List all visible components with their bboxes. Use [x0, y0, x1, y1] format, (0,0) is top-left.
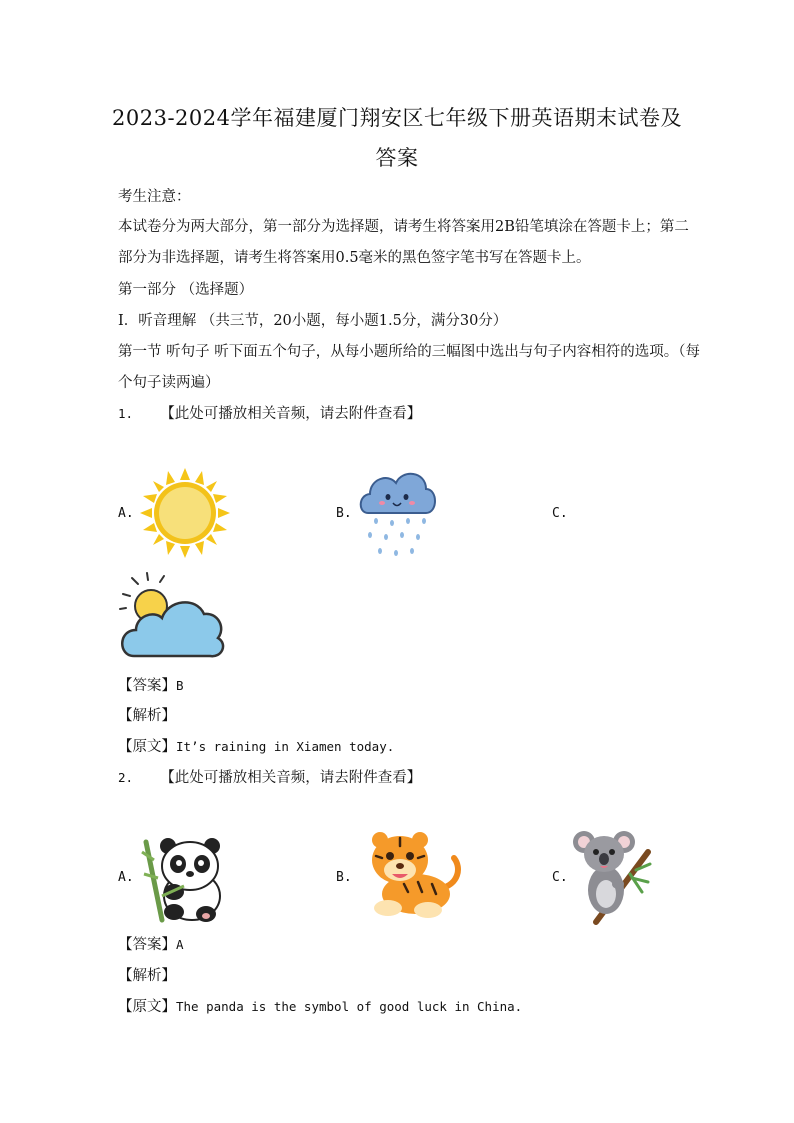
question-2-header: [118, 768, 421, 788]
partly-cloudy-icon[interactable]: [118, 572, 228, 662]
answer-label: 【答案】: [118, 937, 176, 953]
analysis-2: 【解析】: [118, 968, 176, 984]
answer-value: B: [176, 678, 184, 693]
instruction-line1: 第一节 听句子 听下面五个句子，从每小题所给的三幅图中选出与句子内容相符的选项。（每: [118, 344, 700, 360]
section-heading: Ⅰ．听音理解 （共三节，20小题，每小题1.5分，满分30分）: [118, 313, 508, 329]
question-number: 2.: [118, 770, 134, 785]
analysis-1: 【解析】: [118, 708, 176, 724]
option-c-label: C.: [552, 870, 568, 885]
original-2: [118, 997, 522, 1017]
instruction-line2: 个句子读两遍）: [118, 375, 220, 391]
notice-text-line1: 本试卷分为两大部分，第一部分为选择题，请考生将答案用2B铅笔填涂在答题卡上；第二: [118, 219, 689, 235]
option-a-label: A.: [118, 870, 134, 885]
option-b-label: B.: [336, 870, 352, 885]
answer-1: [118, 676, 184, 696]
document-title-line2: 答案: [375, 146, 419, 170]
original-1: [118, 737, 394, 757]
answer-value: A: [176, 937, 184, 952]
panda-icon[interactable]: [140, 830, 230, 925]
koala-icon[interactable]: [572, 826, 654, 926]
question-1-header: [118, 404, 421, 424]
answer-label: 【答案】: [118, 678, 176, 694]
notice-heading: 考生注意：: [118, 189, 191, 205]
original-text: It’s raining in Xiamen today.: [176, 739, 395, 754]
original-label: 【原文】: [118, 999, 176, 1015]
answer-2: [118, 935, 184, 955]
option-a-label: A.: [118, 506, 134, 521]
part-heading: 第一部分 （选择题）: [118, 282, 254, 298]
option-b-label: B.: [336, 506, 352, 521]
rain-cloud-icon[interactable]: [356, 465, 438, 560]
tiger-icon[interactable]: [358, 828, 464, 920]
original-label: 【原文】: [118, 739, 176, 755]
question-number: 1.: [118, 406, 134, 421]
sun-icon[interactable]: [140, 468, 230, 558]
document-title-line1: 2023-2024学年福建厦门翔安区七年级下册英语期末试卷及: [112, 106, 682, 130]
option-c-label: C.: [552, 506, 568, 521]
audio-note: 【此处可播放相关音频，请去附件查看】: [160, 770, 422, 786]
audio-note: 【此处可播放相关音频，请去附件查看】: [160, 406, 422, 422]
original-text: The panda is the symbol of good luck in China.: [176, 999, 523, 1014]
notice-text-line2: 部分为非选择题，请考生将答案用0.5毫米的黑色签字笔书写在答题卡上。: [118, 250, 591, 266]
